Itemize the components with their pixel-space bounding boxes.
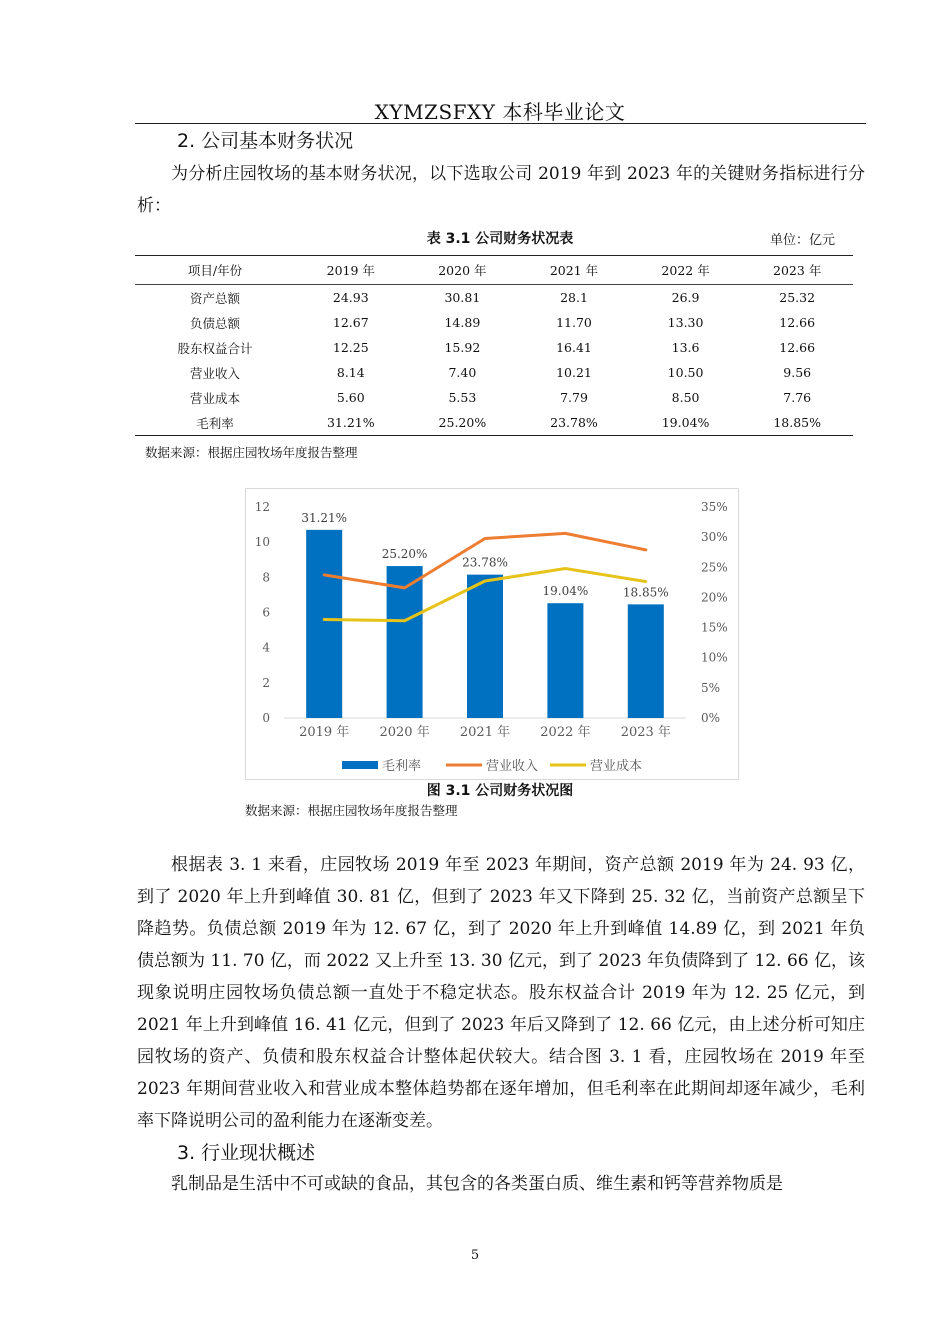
header-cell: 2022 年 (630, 256, 742, 285)
y-right-tick-label: 15% (701, 620, 728, 635)
table-cell: 24.93 (332, 290, 369, 305)
table-unit: 单位：亿元 (770, 233, 836, 248)
figure-caption: 图 3.1 公司财务状况图 (426, 783, 574, 799)
table-cell: 12.66 (779, 315, 816, 330)
table-cell: 7.40 (448, 365, 477, 380)
y-left-tick-label: 0 (262, 711, 270, 725)
table-cell: 7.79 (560, 390, 588, 405)
x-tick-label: 2019 年 (299, 725, 350, 740)
y-left-tick-label: 6 (262, 605, 270, 620)
bar (306, 530, 342, 718)
page-number: 5 (470, 1248, 480, 1263)
chart-frame (245, 488, 739, 780)
header-cell: 项目/年份 (135, 256, 295, 285)
industry-text: 乳制品是生活中不可或缺的食品，其包含的各类蛋白质、维生素和钙等营养物质是 (171, 1174, 783, 1194)
table-cell: 14.89 (444, 315, 481, 330)
table-row (135, 310, 853, 335)
x-tick-label: 2022 年 (540, 725, 591, 740)
table-cell: 负债总额 (189, 315, 240, 331)
header-cell: 2020 年 (407, 256, 519, 285)
bar (628, 604, 664, 718)
table-cell: 9.56 (783, 365, 812, 380)
header-rule (135, 123, 866, 124)
table-cell: 营业收入 (189, 365, 240, 381)
table-cell: 15.92 (444, 340, 481, 355)
y-left-tick-label: 10 (254, 535, 270, 550)
table-cell: 10.50 (667, 365, 704, 380)
y-right-tick-label: 0% (701, 711, 721, 725)
table-cell: 30.81 (444, 290, 481, 305)
y-right-tick-label: 30% (701, 530, 728, 545)
y-right-tick-label: 10% (701, 650, 728, 665)
table-row (135, 335, 853, 360)
header-cell: 2019 年 (295, 256, 407, 285)
running-header: XYMZSFXY 本科毕业论文 (374, 100, 626, 124)
table-row (135, 385, 853, 410)
table-cell: 12.66 (779, 340, 816, 355)
table-cell: 12.25 (332, 340, 369, 355)
y-left-tick-label: 4 (262, 640, 270, 655)
y-right-tick-label: 35% (701, 500, 728, 514)
section-heading-3: 3. 行业现状概述 (177, 1142, 316, 1164)
legend-label: 营业成本 (590, 759, 643, 774)
figure-source-note: 数据来源：根据庄园牧场年度报告整理 (245, 803, 458, 818)
y-right-tick-label: 20% (701, 590, 728, 605)
table-source-note: 数据来源：根据庄园牧场年度报告整理 (145, 445, 358, 460)
table-cell: 11.70 (556, 315, 592, 330)
table-cell: 18.85% (741, 410, 853, 436)
table-cell: 8.14 (336, 365, 365, 380)
x-tick-label: 2021 年 (459, 725, 511, 740)
x-tick-label: 2020 年 (379, 725, 430, 740)
table-cell: 19.04% (630, 410, 742, 436)
table-cell: 13.30 (667, 315, 704, 330)
table-cell: 营业成本 (189, 390, 240, 406)
table-cell: 10.21 (556, 365, 592, 380)
table-cell: 资产总额 (189, 290, 240, 306)
bar (467, 575, 503, 718)
y-left-tick-label: 2 (262, 675, 270, 690)
table-cell: 5.53 (448, 390, 477, 405)
table-cell: 7.76 (783, 390, 812, 405)
analysis-text: 根据表 3. 1 来看，庄园牧场 2019 年至 2023 年期间，资产总额 2019 年为 24. 93 亿，到了 2020 年上升到峰值 30. 81 亿，但到了 2023 年又下降到 25. 32 亿，当前资产总额呈下降趋势。负债总额 2019 年为 12. 67 亿，到了 2020 年上升到峰值 14.89 亿，到 2021 年负债总额为 11. 70 亿，而 2022 又上升至 13. 30 亿元，到了 2023 年负债降到了 12. 66 亿，该现象说明庄园牧场负债总额一直处于不稳定状态。股东权益合计 2019 年为 12. 25 亿元，到 2021 年上升到峰值 16. 41 亿元，但到了 2023 年后又降到了 12. 66 亿元，由上述分析可知庄园牧场的资产、负债和股东权益合计整体起伏较大。结合图 3. 1 看，庄园牧场在 2019 年至 2023 年期间营业收入和营业成本整体趋势都在逐年增加，但毛利率在此期间却逐年减少，毛利率下降说明公司的盈利能力在逐渐变差。 (137, 855, 865, 1131)
financial-table (135, 255, 853, 436)
header-cell: 2023 年 (741, 256, 853, 285)
table-row (135, 360, 853, 385)
bar-data-label: 19.04% (542, 584, 589, 599)
y-left-tick-label: 8 (262, 570, 270, 585)
bar (547, 603, 583, 718)
section-heading-2: 2. 公司基本财务状况 (177, 130, 354, 152)
legend-label: 营业收入 (486, 759, 539, 774)
bar-data-label: 18.85% (622, 585, 669, 600)
table-cell: 毛利率 (135, 410, 295, 436)
table-cell: 26.9 (671, 290, 700, 305)
table-caption: 表 3.1 公司财务状况表 (426, 231, 574, 247)
header-cell: 2021 年 (518, 256, 630, 285)
financial-chart (246, 489, 738, 779)
table-cell: 5.60 (336, 390, 365, 405)
table-cell: 13.6 (671, 340, 700, 355)
table-cell: 28.1 (560, 290, 588, 305)
table-cell: 25.20% (407, 410, 519, 436)
table-cell: 31.21% (295, 410, 407, 436)
table-cell: 25.32 (779, 290, 816, 305)
y-left-tick-label: 12 (254, 500, 270, 514)
industry-paragraph (137, 1168, 865, 1200)
y-right-tick-label: 25% (701, 560, 728, 575)
table-cell: 股东权益合计 (177, 340, 253, 356)
table-cell: 12.67 (332, 315, 369, 330)
table-header-row (135, 256, 853, 285)
y-right-tick-label: 5% (701, 680, 721, 695)
legend-swatch (342, 761, 378, 769)
legend-label: 毛利率 (382, 759, 422, 774)
bar-data-label: 25.20% (381, 547, 428, 562)
intro-paragraph (137, 158, 865, 222)
x-tick-label: 2023 年 (620, 725, 671, 740)
table-cell: 16.41 (556, 340, 592, 355)
analysis-paragraph (137, 849, 865, 1137)
table-cell: 8.50 (671, 390, 700, 405)
table-row (135, 410, 853, 436)
table-cell: 23.78% (518, 410, 630, 436)
bar-data-label: 23.78% (462, 555, 508, 570)
bar-data-label: 31.21% (301, 510, 348, 525)
table-row (135, 285, 853, 311)
intro-text: 为分析庄园牧场的基本财务状况，以下选取公司 2019 年到 2023 年的关键财务指标进行分析： (137, 164, 865, 216)
